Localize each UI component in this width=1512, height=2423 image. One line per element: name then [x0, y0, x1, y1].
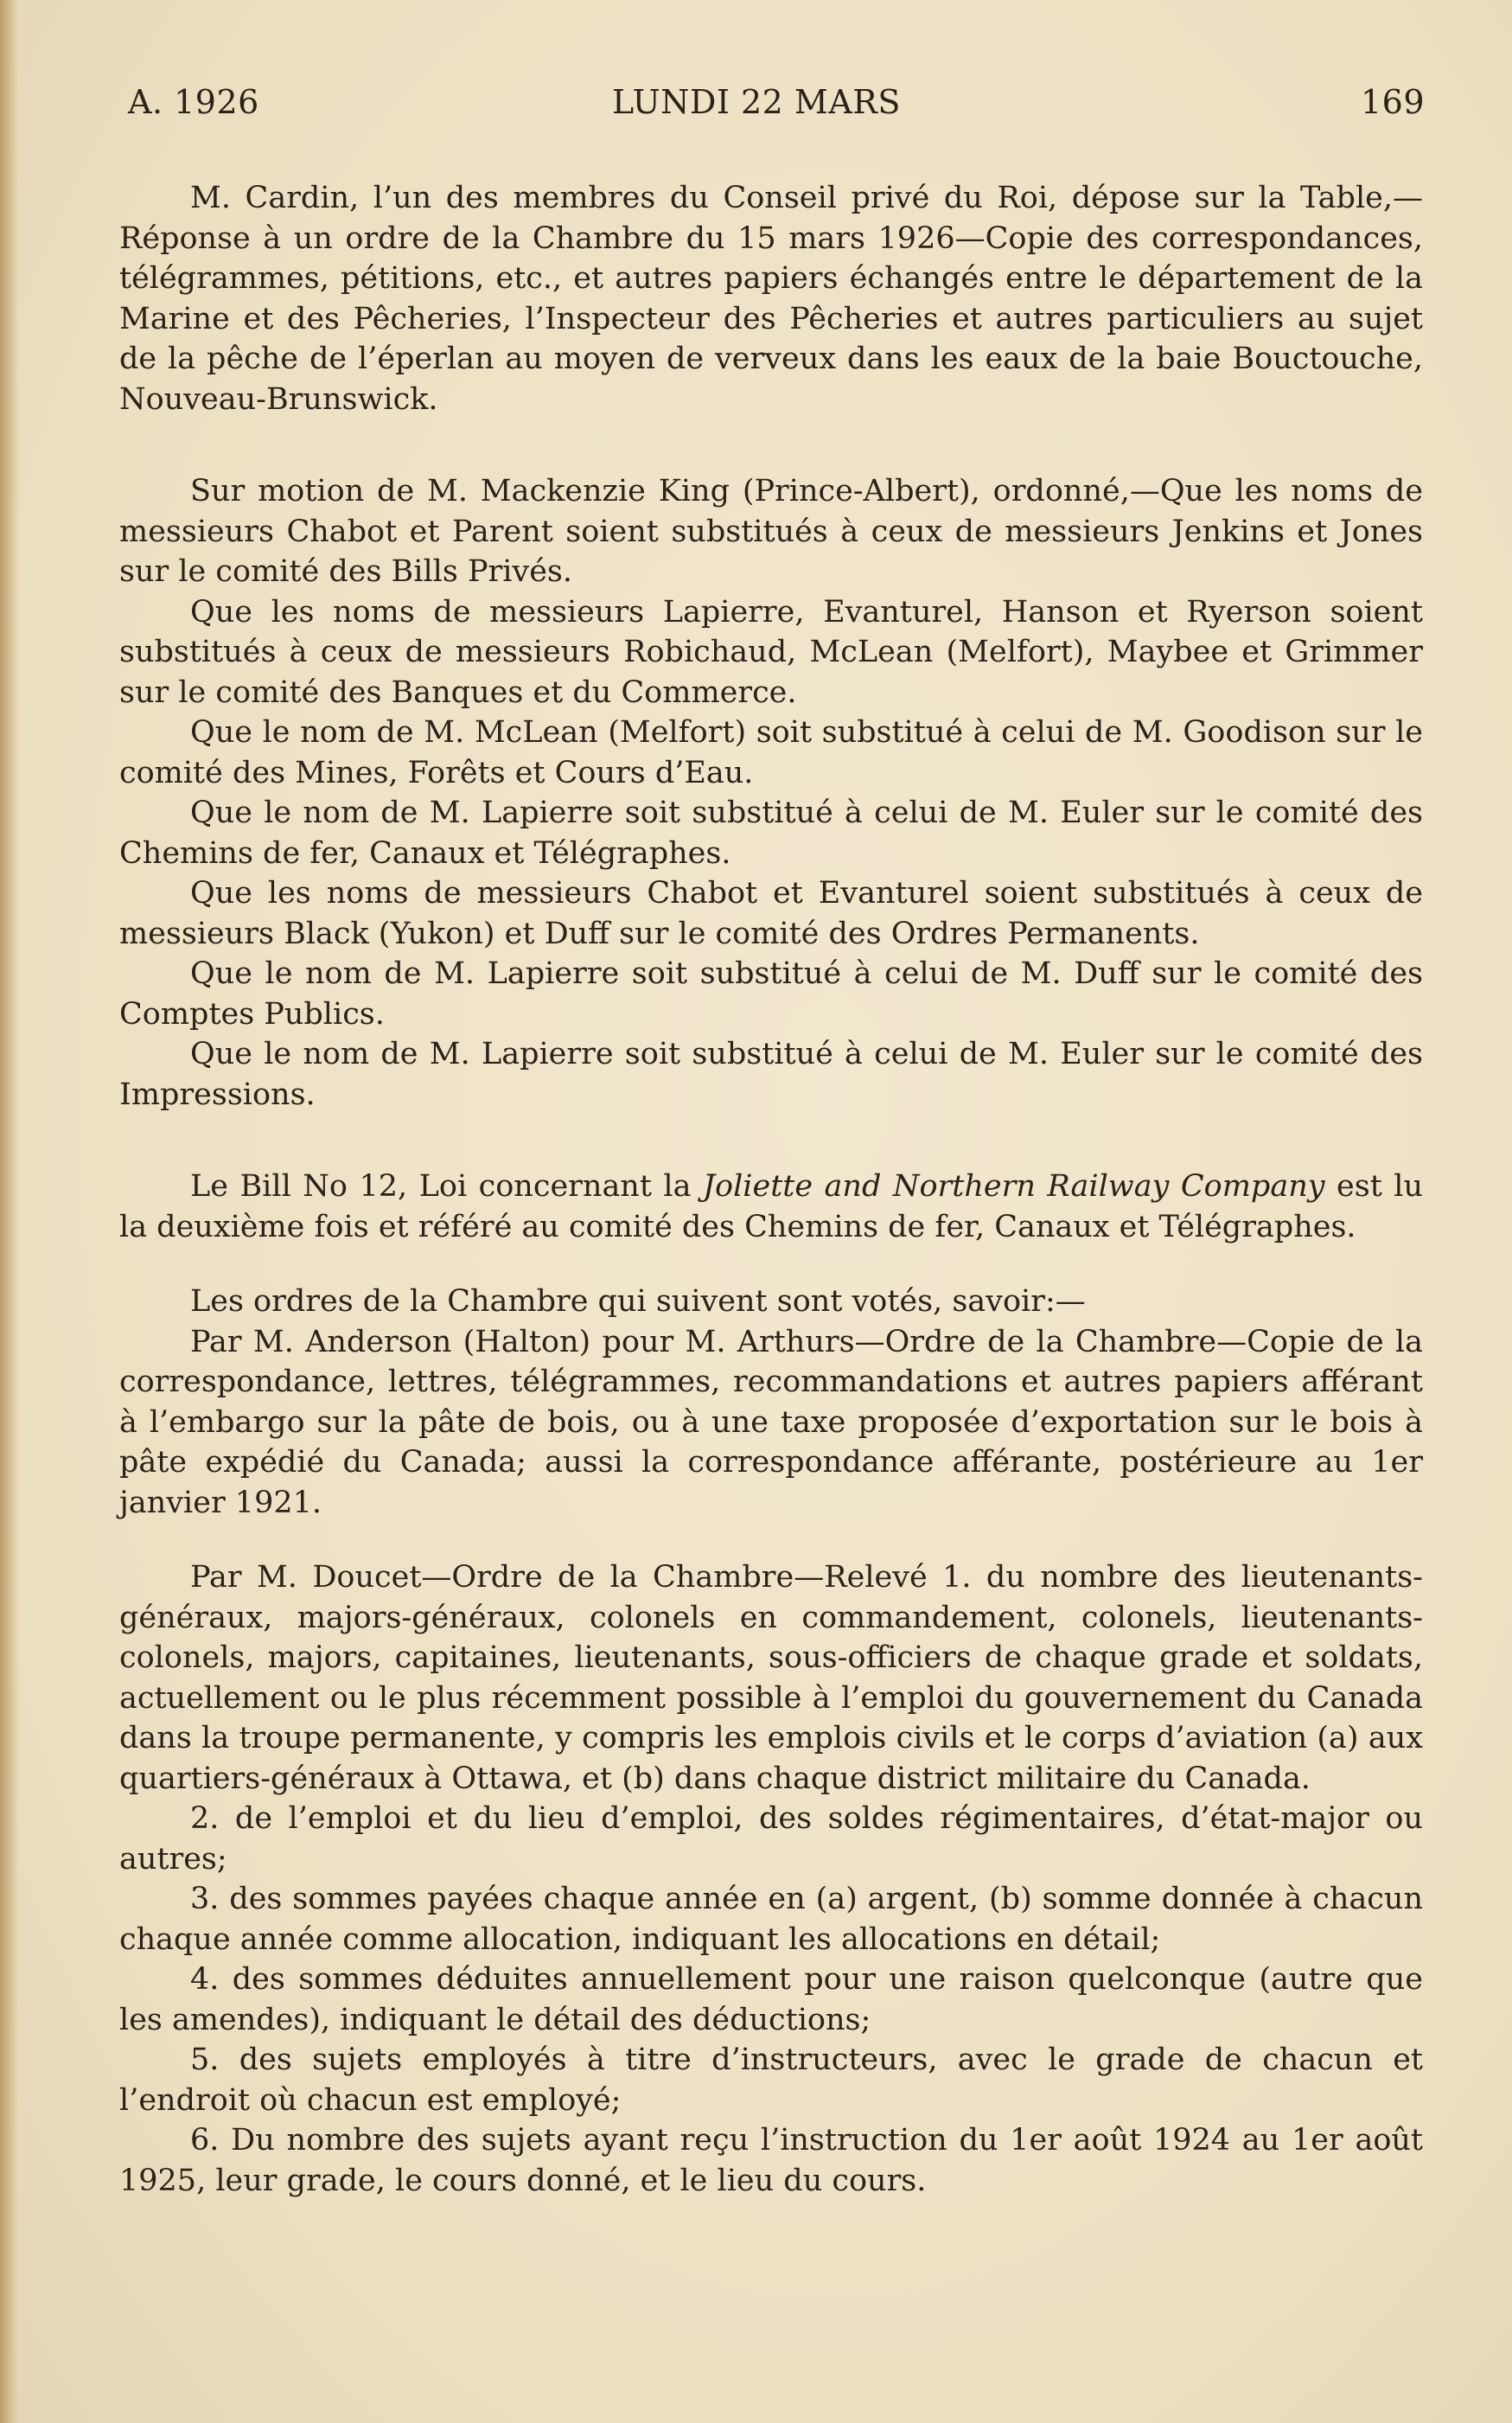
paragraph-gap — [119, 1115, 1423, 1167]
paragraph-comptes-publics: Que le nom de M. Lapierre soit substitué à celui de M. Duff sur le comité des Comptes Publics. — [119, 956, 1423, 1032]
paragraph-item-3: 3. des sommes payées chaque année en (a) argent, (b) somme donnée à chacun chaque année comme allocation, indiquant les allocations en détail; — [119, 1882, 1423, 1957]
paragraph-item-6: 6. Du nombre des sujets ayant reçu l’instruction du 1er août 1924 au 1er août 1925, leur grade, le cours donné, et le lieu du cours. — [119, 2123, 1423, 2198]
paragraph-doucet-order: Par M. Doucet—Ordre de la Chambre—Relevé 1. du nombre des lieutenants-généraux, majors-généraux, colonels en commandement, colonels, lieutenants-colonels, majors, capitaines, lieutenants, sous-officiers de chaque grade et soldats, actuellement ou le plus récemment possible à l’emploi du gouvernement du Canada dans la troupe permanente, y compris les emplois civils et le corps d’aviation (a) aux quartiers-généraux à Ottawa, et (b) dans chaque district militaire du Canada. — [119, 1560, 1423, 1796]
paragraph-gap — [119, 1247, 1423, 1282]
paragraph-ordres-permanents: Que les noms de messieurs Chabot et Evanturel soient substitués à ceux de messieurs Black (Yukon) et Duff sur le comité des Ordres Permanents. — [119, 876, 1423, 951]
page-number: 169 — [1360, 83, 1425, 121]
paragraph-ordres-votes: Les ordres de la Chambre qui suivent sont votés, savoir:— — [190, 1284, 1086, 1319]
page-header — [128, 83, 1425, 135]
paragraph-item-4: 4. des sommes déduites annuellement pour une raison quelconque (autre que les amendes), indiquant le détail des déductions; — [119, 1962, 1423, 2037]
bill-text-after: est lu la deuxième fois et référé au comité des Chemins de fer, Canaux et Télégraphes. — [119, 1169, 1423, 1244]
header-year: A. 1926 — [128, 83, 259, 121]
paragraph-cardin-return: M. Cardin, l’un des membres du Conseil privé du Roi, dépose sur la Table,—Réponse à un ordre de la Chambre du 15 mars 1926—Copie des correspondances, télégrammes, pétitions, etc., et autres papiers échangés entre le département de la Marine et des Pêcheries, l’Inspecteur des Pêcheries et autres particuliers au sujet de la pêche de l’éperlan au moyen de verveux dans les eaux de la baie Bouctouche, Nouveau-Brunswick. — [119, 181, 1423, 417]
paragraph-bill-12 — [119, 1167, 1423, 1247]
bill-text-before: Le Bill No 12, Loi concernant la — [190, 1169, 703, 1204]
journal-body — [119, 178, 1423, 2201]
paragraph-banques-commerce: Que les noms de messieurs Lapierre, Evanturel, Hanson et Ryerson soient substitués à ceux de messieurs Robichaud, McLean (Melfort), Maybee et Grimmer sur le comité des Banques et du Commerce. — [119, 594, 1423, 710]
paragraph-gap — [119, 1523, 1423, 1557]
header-date: LUNDI 22 MARS — [612, 83, 901, 121]
paragraph-mines-forets: Que le nom de M. McLean (Melfort) soit substitué à celui de M. Goodison sur le comité des Mines, Forêts et Cours d’Eau. — [119, 715, 1423, 790]
paragraph-item-2: 2. de l’emploi et du lieu d’emploi, des soldes régimentaires, d’état-major ou autres; — [119, 1801, 1423, 1876]
paragraph-impressions: Que le nom de M. Lapierre soit substitué à celui de M. Euler sur le comité des Impressions. — [119, 1037, 1423, 1112]
paragraph-chemins-de-fer: Que le nom de M. Lapierre soit substitué à celui de M. Euler sur le comité des Chemins de fer, Canaux et Télégraphes. — [119, 796, 1423, 871]
paragraph-motion-king: Sur motion de M. Mackenzie King (Prince-Albert), ordonné,—Que les noms de messieurs Chabot et Parent soient substitués à ceux de messieurs Jenkins et Jones sur le comité des Bills Privés. — [119, 474, 1423, 589]
paragraph-anderson-order: Par M. Anderson (Halton) pour M. Arthurs—Ordre de la Chambre—Copie de la correspondance, lettres, télégrammes, recommandations et autres papiers afférant à l’embargo sur la pâte de bois, ou à une taxe proposée d’exportation sur le bois à pâte expédié du Canada; aussi la correspondance afférante, postérieure au 1er janvier 1921. — [119, 1324, 1423, 1520]
paragraph-gap — [119, 419, 1423, 471]
page-binding-edge — [0, 0, 19, 2423]
paragraph-item-5: 5. des sujets employés à titre d’instructeurs, avec le grade de chacun et l’endroit où chacun est employé; — [119, 2043, 1423, 2118]
bill-company-name: Joliette and Northern Railway Company — [702, 1169, 1325, 1204]
